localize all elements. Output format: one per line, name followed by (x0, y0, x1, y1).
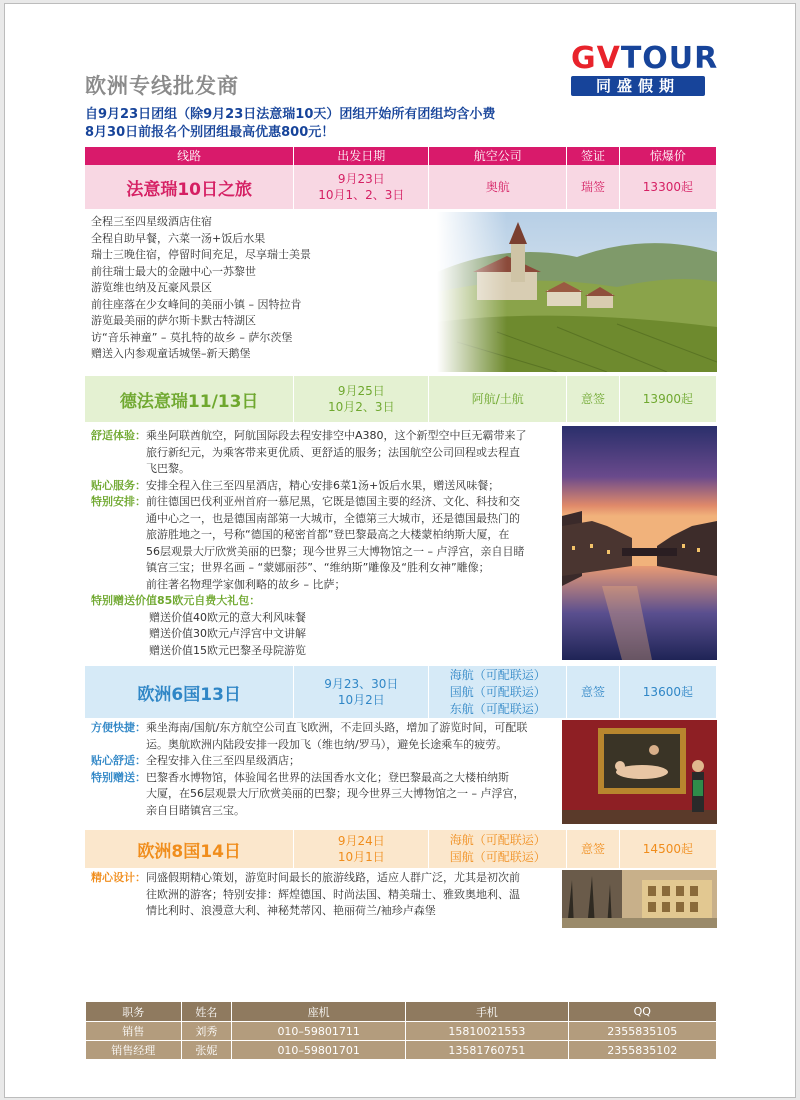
detail-label: 精心设计： (91, 871, 146, 884)
detail-line: 往欧洲的游客；特别安排：辉煌德国、时尚法国、精美瑞士、雅致奥地利、温 (146, 887, 520, 901)
contact-cell: 销售 (86, 1022, 182, 1041)
detail-line: 乘坐海南/国航/东方航空公司直飞欧洲，不走回头路，增加了游览时间，可配联 (146, 721, 528, 734)
contact-header-row (86, 1002, 717, 1022)
contact-cell: 2355835102 (568, 1041, 716, 1060)
route-name: 欧洲8国14日 (85, 830, 294, 868)
contact-cell: 15810021553 (406, 1022, 569, 1041)
highlight-line: 前往瑞士最大的金融中心一苏黎世 (91, 264, 256, 278)
highlight-line: 游览最美丽的萨尔斯卡默古特湖区 (91, 314, 256, 327)
detail-line: 通中心之一，也是德国南部第一大城市，全德第三大城市，还是德国最热门的 (146, 511, 520, 525)
detail-line: 亲自目睹镇宫三宝。 (146, 803, 245, 817)
date-line: 9月25日 (337, 384, 385, 398)
route-visa: 瑞签 (567, 165, 620, 209)
museum-painting-photo (562, 720, 717, 824)
route-visa: 意签 (567, 376, 620, 422)
contact-cell: 张妮 (181, 1041, 232, 1060)
header-airline: 航空公司 (429, 147, 567, 165)
promo-line-1: 自9月23日团组（除9月23日法意瑞10天）团组开始所有团组均含小费 (85, 107, 496, 122)
route-price: 14500起 (620, 830, 717, 868)
route-price: 13600起 (620, 666, 717, 718)
logo-wordmark (571, 41, 721, 76)
route-name: 欧洲6国13日 (85, 666, 294, 718)
contact-cell: 刘秀 (181, 1022, 232, 1041)
route-table-header (85, 147, 717, 165)
airline-line: 国航（可配联运） (449, 684, 546, 699)
route-airline (429, 376, 567, 422)
detail-label: 特别赠送： (91, 770, 146, 784)
detail-line: 大厦，在56层观景大厅欣赏美丽的巴黎；现今世界三大博物馆之一 – 卢浮宫， (146, 787, 525, 800)
date-line: 9月23、30日 (324, 677, 399, 691)
promo-text (85, 106, 495, 142)
header-departure: 出发日期 (294, 147, 429, 165)
brochure-page (4, 3, 796, 1098)
detail-label: 贴心舒适： (91, 754, 146, 767)
detail-label: 贴心服务： (91, 478, 146, 492)
detail-line: 前往著名物理学家伽利略的故乡 – 比萨； (146, 577, 346, 591)
route-visa: 意签 (567, 830, 620, 868)
highlight-line: 全程三至四星级酒店住宿 (91, 215, 212, 228)
contact-cell: 销售经理 (86, 1041, 182, 1060)
date-line: 10月2、3日 (328, 400, 395, 414)
contact-cell: 010–59801711 (232, 1022, 406, 1041)
contact-row (86, 1041, 717, 1060)
detail-line: 赠送价值40欧元的意大利风味餐 (149, 610, 306, 624)
highlight-line: 赠送入内参观童话城堡–新天鹅堡 (91, 347, 251, 360)
contact-header-cell: QQ (568, 1002, 716, 1022)
route-dates (294, 376, 429, 422)
detail-line: 飞巴黎。 (146, 462, 190, 475)
detail-label: 舒适体验： (91, 429, 146, 442)
detail-line: 镇宫三宝；世界名画 – “蒙娜丽莎”、“维纳斯”雕像及“胜利女神”雕像； (146, 561, 490, 574)
route-dates (294, 165, 429, 209)
logo-subtitle: 同盛假期 (571, 76, 705, 96)
date-line: 9月24日 (337, 834, 385, 848)
route-highlights (91, 214, 311, 363)
route-details (91, 870, 557, 920)
detail-line: 旅行新纪元，为乘客带来更优质、更舒适的服务；法国航空公司回程或去程直 (146, 445, 520, 459)
logo-letter-v: V (596, 41, 621, 76)
header-visa: 签证 (567, 147, 620, 165)
airline-line: 国航（可配联运） (449, 850, 546, 864)
detail-line: 乘坐阿联酋航空，阿航国际段去程安排空中A380，这个新型空中巨无霸带来了 (146, 429, 527, 442)
river-sunset-photo (562, 426, 717, 660)
highlight-line: 全程自助早餐，六菜一汤+饭后水果 (91, 231, 266, 245)
detail-line: 赠送价值15欧元巴黎圣母院游览 (149, 643, 306, 657)
date-line: 9月23日 (337, 172, 385, 186)
airline-line: 海航（可配联运） (449, 667, 546, 682)
date-line: 10月2日 (337, 693, 385, 707)
detail-line: 情比利时、浪漫意大利、神秘梵蒂冈、艳丽荷兰/袖珍卢森堡 (146, 904, 436, 917)
route-row (85, 165, 717, 209)
highlight-line: 访“音乐神童” – 莫扎特的故乡 – 萨尔茨堡 (91, 330, 293, 344)
detail-label: 方便快捷： (91, 721, 146, 734)
contact-cell: 010–59801701 (232, 1041, 406, 1060)
detail-line: 前往德国巴伐利亚州首府一慕尼黑，它既是德国主要的经济、文化、科技和交 (146, 495, 520, 508)
promo-line-2: 8月30日前报名个别团组最高优惠800元！ (85, 125, 335, 140)
header-route: 线路 (85, 147, 294, 165)
airline-line: 东航（可配联运） (449, 701, 546, 716)
logo-word-tour: TOUR (620, 41, 719, 76)
logo-letter-g: G (571, 41, 597, 76)
highlight-line: 瑞士三晚住宿，停留时间充足，尽享瑞士美景 (91, 248, 311, 261)
route-details (91, 720, 557, 819)
detail-line: 全程安排入住三至四星级酒店； (146, 754, 300, 767)
route-airline (429, 165, 567, 209)
route-name: 法意瑞10日之旅 (85, 165, 294, 209)
contact-cell: 13581760751 (406, 1041, 569, 1060)
airline-line: 阿航/土航 (471, 392, 524, 406)
airline-line: 奥航 (485, 180, 510, 194)
route-row (85, 830, 717, 868)
route-details (91, 428, 555, 659)
contact-table (85, 1001, 717, 1060)
contact-header-cell: 座机 (232, 1002, 406, 1022)
date-line: 10月1日 (337, 850, 385, 864)
contact-cell: 2355835105 (568, 1022, 716, 1041)
highlight-line: 前往座落在少女峰间的美丽小镇 – 因特拉肯 (91, 297, 302, 311)
gvtour-logo (571, 41, 721, 96)
route-row (85, 666, 717, 718)
highlight-line: 游览维也纳及瓦豪风景区 (91, 281, 212, 294)
contact-header-cell: 姓名 (181, 1002, 232, 1022)
route-airline (429, 830, 567, 868)
route-visa: 意签 (567, 666, 620, 718)
detail-label: 特别赠送价值85欧元自费大礼包： (91, 594, 261, 607)
contact-header-cell: 手机 (406, 1002, 569, 1022)
route-price: 13900起 (620, 376, 717, 422)
route-price: 13300起 (620, 165, 717, 209)
detail-line: 巴黎香水博物馆，体验闻名世界的法国香水文化；登巴黎最高之大楼柏纳斯 (146, 770, 509, 784)
date-line: 10月1、2、3日 (318, 188, 405, 202)
detail-line: 旅游胜地之一，号称“德国的秘密首都”登巴黎最高之大楼蒙柏纳斯大厦，在 (146, 528, 510, 541)
route-row (85, 376, 717, 422)
contact-header-cell: 职务 (86, 1002, 182, 1022)
detail-line: 安排全程入住三至四星酒店，精心安排6菜1汤+饭后水果，赠送风味餐； (146, 478, 500, 492)
header-price: 惊爆价 (620, 147, 717, 165)
detail-line: 赠送价值30欧元卢浮宫中文讲解 (149, 627, 306, 640)
detail-line: 56层观景大厅欣赏美丽的巴黎；现今世界三大博物馆之一 – 卢浮宫，亲自目睹 (146, 544, 525, 558)
route-dates (294, 830, 429, 868)
contact-row (86, 1022, 717, 1041)
detail-line: 运。奥航欧洲内陆段安排一段加飞（维也纳/罗马），避免长途乘车的疲劳。 (146, 737, 508, 751)
route-dates (294, 666, 429, 718)
route-airline (429, 666, 567, 718)
street-scene-photo (562, 870, 717, 928)
detail-label: 特别安排： (91, 495, 146, 508)
route-name: 德法意瑞11/13日 (85, 376, 294, 422)
detail-line: 同盛假期精心策划，游览时间最长的旅游线路，适应人群广泛，尤其是初次前 (146, 871, 520, 884)
airline-line: 海航（可配联运） (449, 833, 546, 847)
page-title: 欧洲专线批发商 (85, 74, 239, 98)
village-photo (437, 212, 717, 372)
